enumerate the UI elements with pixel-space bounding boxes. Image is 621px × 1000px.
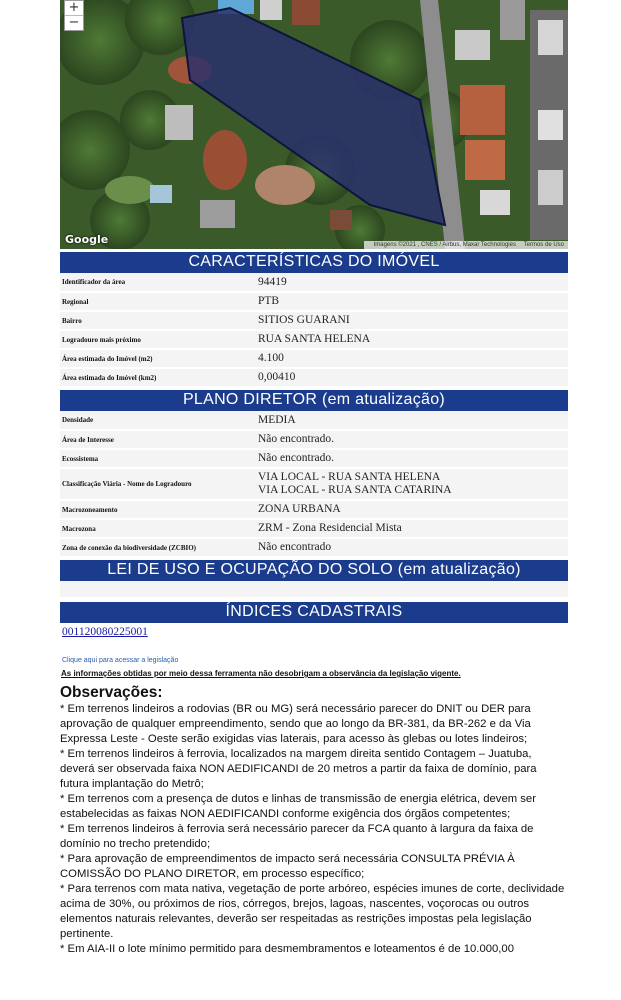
table-row: [60, 449, 568, 468]
plano-diretor-header: PLANO DIRETOR (em atualização): [60, 390, 568, 411]
google-logo: Google: [65, 233, 109, 246]
row-value: 94419: [258, 275, 287, 288]
row-value: Não encontrado.: [258, 433, 334, 445]
list-item: * Em AIA-II o lote mínimo permitido para desmembramentos e loteamentos é de 10.000,00: [60, 943, 514, 955]
row-label: Identificador da área: [62, 278, 126, 286]
row-value: 0,00410: [258, 371, 296, 383]
disclaimer: As informações obtidas por meio dessa ferramenta não desobrigam a observância da legislação vigente.: [61, 669, 461, 678]
row-label: Bairro: [62, 316, 82, 325]
lei-uso-empty: [60, 581, 568, 597]
row-value: Não encontrado.: [258, 452, 334, 464]
row-value: SITIOS GUARANI: [258, 314, 350, 326]
terms-link[interactable]: Termos de Uso: [523, 242, 564, 248]
imagery-credit: Imagens ©2021 , CNES / Airbus, Maxar Technologies: [373, 242, 516, 248]
row-value: PTB: [258, 295, 280, 307]
row-label: Regional: [62, 297, 89, 306]
table-row: [60, 292, 568, 311]
row-label: Densidade: [62, 416, 94, 424]
indices-header: ÍNDICES CADASTRAIS: [60, 602, 568, 623]
zoom-in-button[interactable]: +: [68, 0, 80, 15]
row-value: Não encontrado: [258, 541, 332, 553]
row-label: Zona de conexão da biodiversidade (ZCBIO): [62, 543, 196, 552]
table-row: [60, 411, 568, 430]
row-value-line: VIA LOCAL - RUA SANTA CATARINA: [258, 484, 452, 496]
table-row: [60, 368, 568, 387]
table-row: [60, 538, 568, 557]
table-row: [60, 430, 568, 449]
table-row: [60, 330, 568, 349]
table-row: [60, 311, 568, 330]
table-row: [60, 519, 568, 538]
list-item: * Em terrenos lindeiros à ferrovia será necessário parecer da FCA quanto à largura da faixa de domínio no trecho pretendido;: [60, 823, 534, 850]
list-item: * Para aprovação de empreendimentos de impacto será necessária CONSULTA PRÉVIA À COMISSÃO DO PLANO DIRETOR, em processo específico;: [60, 853, 515, 880]
row-label: Macrozoneamento: [62, 505, 118, 514]
caracteristicas-table: [60, 273, 568, 388]
zoom-controls: [64, 0, 84, 31]
list-item: * Em terrenos com a presença de dutos e linhas de transmissão de energia elétrica, devem ser estabelecidas as faixas NON AEDIFICANDI conforme exigência dos órgãos competentes;: [60, 793, 536, 820]
plano-diretor-table: [60, 411, 568, 558]
legislation-link[interactable]: Clique aqui para acessar a legislação: [62, 657, 179, 664]
cadastral-index-link[interactable]: 001120080225001: [62, 626, 148, 638]
row-value: MEDIA: [258, 413, 296, 426]
list-item: * Em terrenos lindeiros à ferrovia, localizados na margem direita sentido Contagem – Juatuba, deverá ser observada faixa NON AEDIFICANDI de 20 metros a partir da faixa de domínio, para futura implantação do Metrô;: [60, 748, 537, 790]
observacoes-list: [60, 702, 568, 957]
row-label: Logradouro mais próximo: [62, 335, 141, 344]
satellite-map[interactable]: [60, 0, 568, 249]
row-label: Classificação Viária - Nome do Logradouro: [62, 480, 192, 488]
table-row: [60, 468, 568, 500]
row-value: 4.100: [258, 352, 284, 364]
table-row: [60, 349, 568, 368]
page: [60, 0, 568, 957]
zoom-out-button[interactable]: −: [65, 15, 83, 30]
row-label: Área estimada do Imóvel (m2): [62, 354, 153, 363]
row-value: ZONA URBANA: [258, 503, 341, 515]
table-row: [60, 273, 568, 292]
row-label: Ecossistema: [62, 454, 99, 463]
row-label: Área estimada do Imóvel (km2): [62, 373, 157, 382]
table-row: [60, 500, 568, 519]
lei-uso-header: LEI DE USO E OCUPAÇÃO DO SOLO (em atualização): [60, 560, 568, 581]
row-value: RUA SANTA HELENA: [258, 333, 371, 345]
row-value: [258, 468, 568, 500]
caracteristicas-header: CARACTERÍSTICAS DO IMÓVEL: [60, 252, 568, 273]
row-value-line: VIA LOCAL - RUA SANTA HELENA: [258, 471, 441, 483]
row-label: Macrozona: [62, 524, 96, 533]
observacoes-title: Observações:: [60, 684, 163, 701]
row-label: Área de Interesse: [62, 435, 114, 444]
list-item: * Em terrenos lindeiros a rodovias (BR ou MG) será necessário parecer do DNIT ou DER para aprovação de qualquer empreendimento, sendo que ao longo da BR-381, da BR-262 e da Via Expressa Leste - Oeste serão exigidas vias laterais, para acesso às glebas ou lotes lindeiros;: [60, 703, 531, 745]
satellite-imagery: [60, 0, 568, 249]
map-attribution: [364, 241, 568, 249]
row-value: ZRM - Zona Residencial Mista: [258, 522, 402, 534]
list-item: * Para terrenos com mata nativa, vegetação de porte arbóreo, espécies imunes de corte, declividade acima de 30%, ou próximos de rios, córregos, brejos, lagoas, nascentes, voçorocas ou outros elementos naturais relevantes, deverão ser respeitadas as restrições impostas pela legislação pertinente.: [60, 883, 565, 940]
